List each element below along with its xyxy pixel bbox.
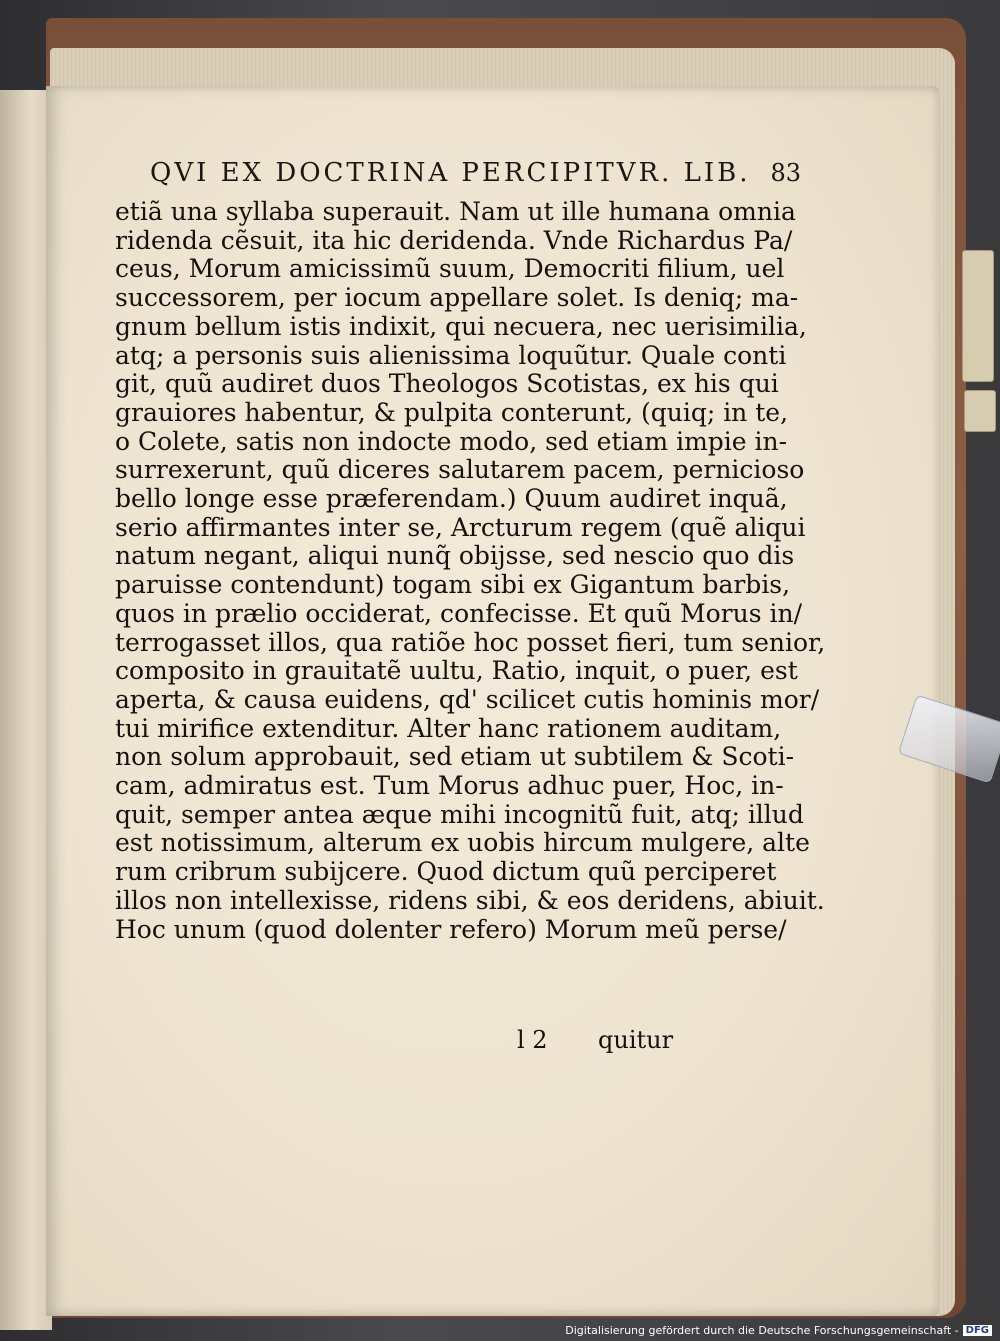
text-line: serio affirmantes inter se, Arcturum regem (quẽ aliqui <box>115 512 806 542</box>
page-footer <box>115 1026 735 1056</box>
page-tab <box>964 390 996 432</box>
text-line: surrexerunt, quũ diceres salutarem pacem, pernicioso <box>115 455 805 485</box>
text-line: paruisse contendunt) togam sibi ex Gigantum barbis, <box>115 570 791 600</box>
text-line: composito in grauitatẽ uultu, Ratio, inquit, o puer, est <box>115 656 798 686</box>
text-line: grauiores habentur, & pulpita conterunt, (quiq; in te, <box>115 397 789 427</box>
credit-text: Digitalisierung gefördert durch die Deutsche Forschungsgemeinschaft - <box>565 1324 959 1337</box>
text-line: Hoc unum (quod dolenter refero) Morum meũ perse/ <box>115 914 787 944</box>
text-line: git, quũ audiret duos Theologos Scotistas, ex his qui <box>115 369 779 399</box>
text-line: aperta, & causa euidens, qd' scilicet cutis hominis mor/ <box>115 684 820 714</box>
text-line: rum cribrum subijcere. Quod dictum quũ perciperet <box>115 857 777 887</box>
digitization-credit <box>565 1324 992 1337</box>
text-line: bello longe esse præferendam.) Quum audiret inquã, <box>115 484 788 514</box>
text-line: illos non intellexisse, ridens sibi, & eos deridens, abiuit. <box>115 885 825 915</box>
page-tab <box>962 250 994 382</box>
text-line: ceus, Morum amicissimũ suum, Democriti filium, uel <box>115 254 785 284</box>
text-line: quos in prælio occiderat, confecisse. Et quũ Morus in/ <box>115 598 802 628</box>
text-line: cam, admiratus est. Tum Morus adhuc puer, Hoc, in- <box>115 771 784 801</box>
text-line: non solum approbauit, sed etiam ut subtilem & Scoti- <box>115 742 795 772</box>
left-page-edge <box>0 90 52 1330</box>
text-line: natum negant, aliqui nunq̃ obijsse, sed nescio quo dis <box>115 541 795 571</box>
text-line: ridenda cẽsuit, ita hic deridenda. Vnde Richardus Pa/ <box>115 225 793 255</box>
text-line: terrogasset illos, qua ratiõe hoc posset fieri, tum senior, <box>115 627 826 657</box>
text-line: o Colete, satis non indocte modo, sed etiam impie in- <box>115 426 788 456</box>
folio-number: 83 <box>770 159 802 187</box>
text-line: tui mirifice extenditur. Alter hanc rationem auditam, <box>115 713 782 743</box>
running-head-title: QVI EX DOCTRINA PERCIPITVR. LIB. <box>150 158 751 188</box>
catchword: quitur <box>598 1026 674 1054</box>
text-line: atq; a personis suis alienissima loquũtur. Quale conti <box>115 340 787 370</box>
text-line: quit, semper antea æque mihi incognitũ fuit, atq; illud <box>115 799 804 829</box>
text-line: etiã una syllaba superauit. Nam ut ille humana omnia <box>115 197 796 226</box>
body-text <box>115 197 826 944</box>
text-line: successorem, per iocum appellare solet. Is deniq; ma- <box>115 283 799 313</box>
text-line: est notissimum, alterum ex uobis hircum mulgere, alte <box>115 828 810 858</box>
text-line: gnum bellum istis indixit, qui necuera, nec uerisimilia, <box>115 311 807 341</box>
dfg-logo: DFG <box>963 1325 992 1336</box>
running-head <box>150 158 802 192</box>
signature-mark: l 2 <box>517 1026 548 1054</box>
